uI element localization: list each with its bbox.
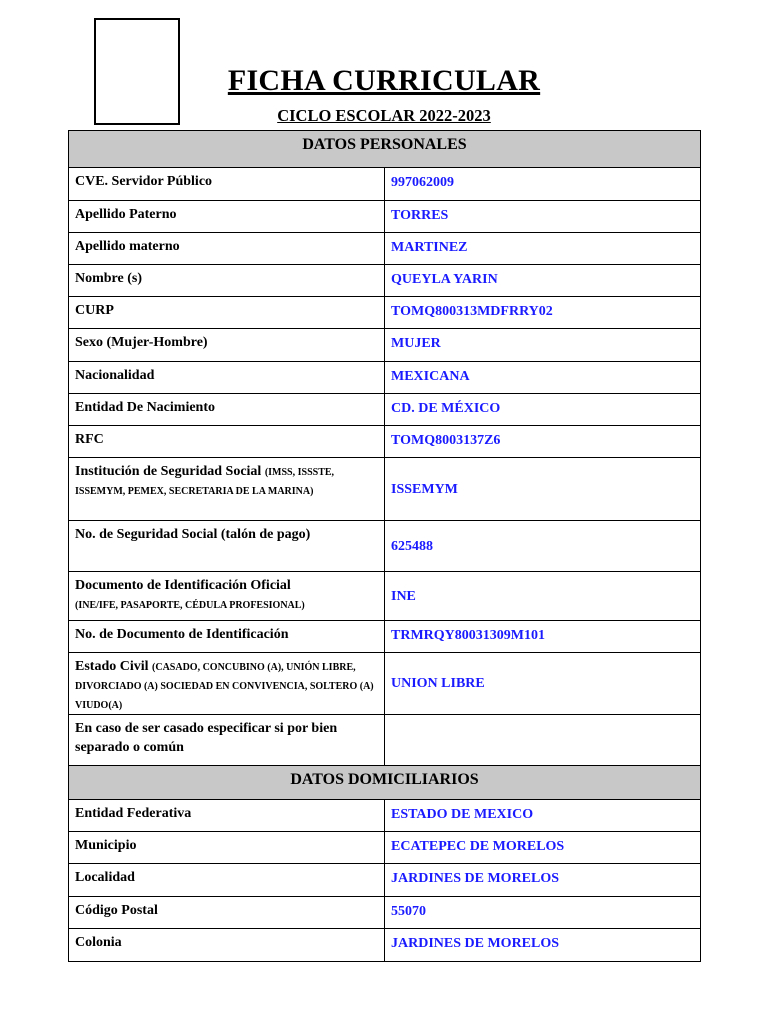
table-row (69, 653, 701, 715)
table-row (69, 458, 701, 521)
section-header-row (69, 766, 701, 800)
field-value: MEXICANA (385, 362, 701, 394)
field-label-main: Institución de Seguridad Social (75, 464, 262, 479)
table-row (69, 426, 701, 458)
table-row (69, 715, 701, 766)
table-row (69, 329, 701, 362)
table-row (69, 864, 701, 897)
table-row (69, 621, 701, 653)
section-personal-title: DATOS PERSONALES (69, 131, 701, 168)
field-label: Código Postal (69, 897, 385, 929)
field-label: RFC (69, 426, 385, 458)
field-value (385, 715, 701, 766)
curriculum-form-table (68, 130, 701, 962)
field-label: Localidad (69, 864, 385, 897)
field-label-main: Estado Civil (75, 659, 149, 674)
field-label-note: (INE/IFE, PASAPORTE, CÉDULA PROFESIONAL) (75, 600, 305, 611)
field-value: INE (385, 572, 701, 621)
field-value: UNION LIBRE (385, 653, 701, 715)
field-value: JARDINES DE MORELOS (385, 864, 701, 897)
table-row (69, 233, 701, 265)
field-value: TOMQ800313MDFRRY02 (385, 297, 701, 329)
field-value: TORRES (385, 201, 701, 233)
section-header-row (69, 131, 701, 168)
table-row (69, 265, 701, 297)
table-row (69, 168, 701, 201)
field-label: No. de Seguridad Social (talón de pago) (69, 521, 385, 572)
table-row (69, 394, 701, 426)
table-row (69, 297, 701, 329)
field-value: TOMQ8003137Z6 (385, 426, 701, 458)
field-value: ECATEPEC DE MORELOS (385, 832, 701, 864)
table-row (69, 832, 701, 864)
field-label (69, 458, 385, 521)
field-label: Sexo (Mujer-Hombre) (69, 329, 385, 362)
field-label: CURP (69, 297, 385, 329)
field-label: Municipio (69, 832, 385, 864)
field-label: Apellido Paterno (69, 201, 385, 233)
field-label: CVE. Servidor Público (69, 168, 385, 201)
table-row (69, 800, 701, 832)
field-value: ESTADO DE MEXICO (385, 800, 701, 832)
field-value: 55070 (385, 897, 701, 929)
field-value: MUJER (385, 329, 701, 362)
field-label: Apellido materno (69, 233, 385, 265)
field-label: No. de Documento de Identificación (69, 621, 385, 653)
field-label: Entidad Federativa (69, 800, 385, 832)
field-value: JARDINES DE MORELOS (385, 929, 701, 962)
field-value: 997062009 (385, 168, 701, 201)
table-row (69, 201, 701, 233)
field-label: En caso de ser casado especificar si por bien separado o común (69, 715, 385, 766)
page-title: FICHA CURRICULAR (227, 64, 541, 97)
table-row (69, 929, 701, 962)
field-label-main: Documento de Identificación Oficial (75, 578, 291, 593)
field-value: MARTINEZ (385, 233, 701, 265)
field-label-note: (IMSS, ISSSTE, ISSEMYM, PEMEX, SECRETARIA DE LA MARINA) (75, 467, 335, 497)
page-subtitle: CICLO ESCOLAR 2022-2023 (277, 106, 491, 125)
table-row (69, 521, 701, 572)
field-label: Entidad De Nacimiento (69, 394, 385, 426)
field-value: ISSEMYM (385, 458, 701, 521)
field-value: TRMRQY80031309M101 (385, 621, 701, 653)
table-row (69, 897, 701, 929)
table-row (69, 362, 701, 394)
field-label: Colonia (69, 929, 385, 962)
section-address-title: DATOS DOMICILIARIOS (69, 766, 701, 800)
field-value: 625488 (385, 521, 701, 572)
field-value: CD. DE MÉXICO (385, 394, 701, 426)
field-value: QUEYLA YARIN (385, 265, 701, 297)
field-label: Nombre (s) (69, 265, 385, 297)
field-label (69, 572, 385, 621)
table-row (69, 572, 701, 621)
field-label-note: (CASADO, CONCUBINO (A), UNIÓN LIBRE, DIVORCIADO (A) SOCIEDAD EN CONVIVENCIA, SOLTERO (A) VIUDO(A) (75, 662, 374, 711)
field-label (69, 653, 385, 715)
field-label: Nacionalidad (69, 362, 385, 394)
